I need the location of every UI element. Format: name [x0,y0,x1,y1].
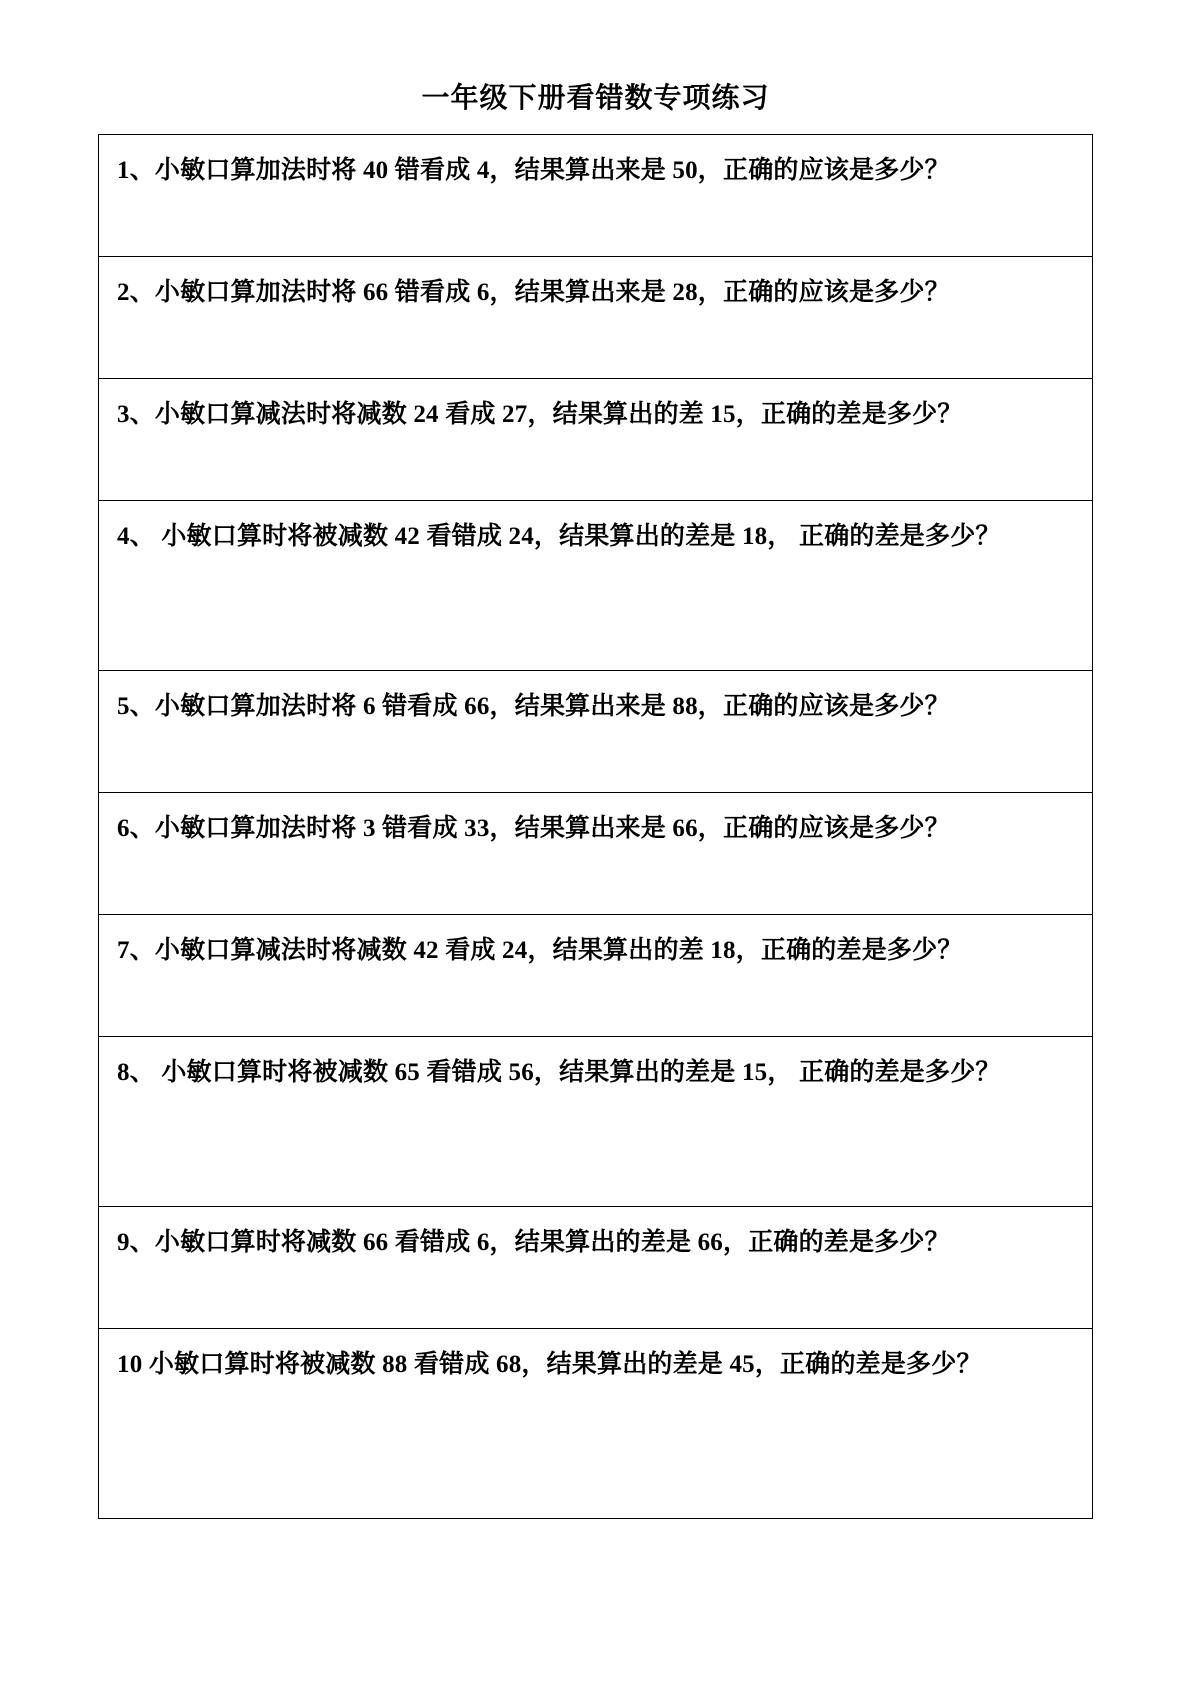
question-text-4: 4、 小敏口算时将被减数 42 看错成 24，结果算出的差是 18， 正确的差是多少？ [117,523,1001,550]
question-text-10: 10 小敏口算时将被减数 88 看错成 68，结果算出的差是 45，正确的差是多少？ [117,1351,982,1378]
table-row [99,501,1092,671]
question-text-9: 9、小敏口算时将减数 66 看错成 6，结果算出的差是 66，正确的差是多少？ [117,1229,950,1256]
table-row [99,793,1092,915]
table-row [99,915,1092,1037]
table-row [99,1207,1092,1329]
page-title: 一年级下册看错数专项练习 [421,83,770,114]
table-row [99,1037,1092,1207]
table-row [99,135,1092,257]
questions-table [98,134,1093,1519]
question-text-5: 5、小敏口算加法时将 6 错看成 66，结果算出来是 88，正确的应该是多少？ [117,693,950,720]
question-text-8: 8、 小敏口算时将被减数 65 看错成 56，结果算出的差是 15， 正确的差是多少？ [117,1059,1001,1086]
question-text-6: 6、小敏口算加法时将 3 错看成 33，结果算出来是 66，正确的应该是多少？ [117,815,950,842]
question-text-1: 1、小敏口算加法时将 40 错看成 4，结果算出来是 50，正确的应该是多少？ [117,157,950,184]
table-row [99,1329,1092,1519]
table-row [99,671,1092,793]
table-row [99,257,1092,379]
question-text-3: 3、小敏口算减法时将减数 24 看成 27，结果算出的差 15，正确的差是多少？ [117,401,963,428]
question-text-7: 7、小敏口算减法时将减数 42 看成 24，结果算出的差 18，正确的差是多少？ [117,937,963,964]
table-row [99,379,1092,501]
question-text-2: 2、小敏口算加法时将 66 错看成 6，结果算出来是 28，正确的应该是多少？ [117,279,950,306]
